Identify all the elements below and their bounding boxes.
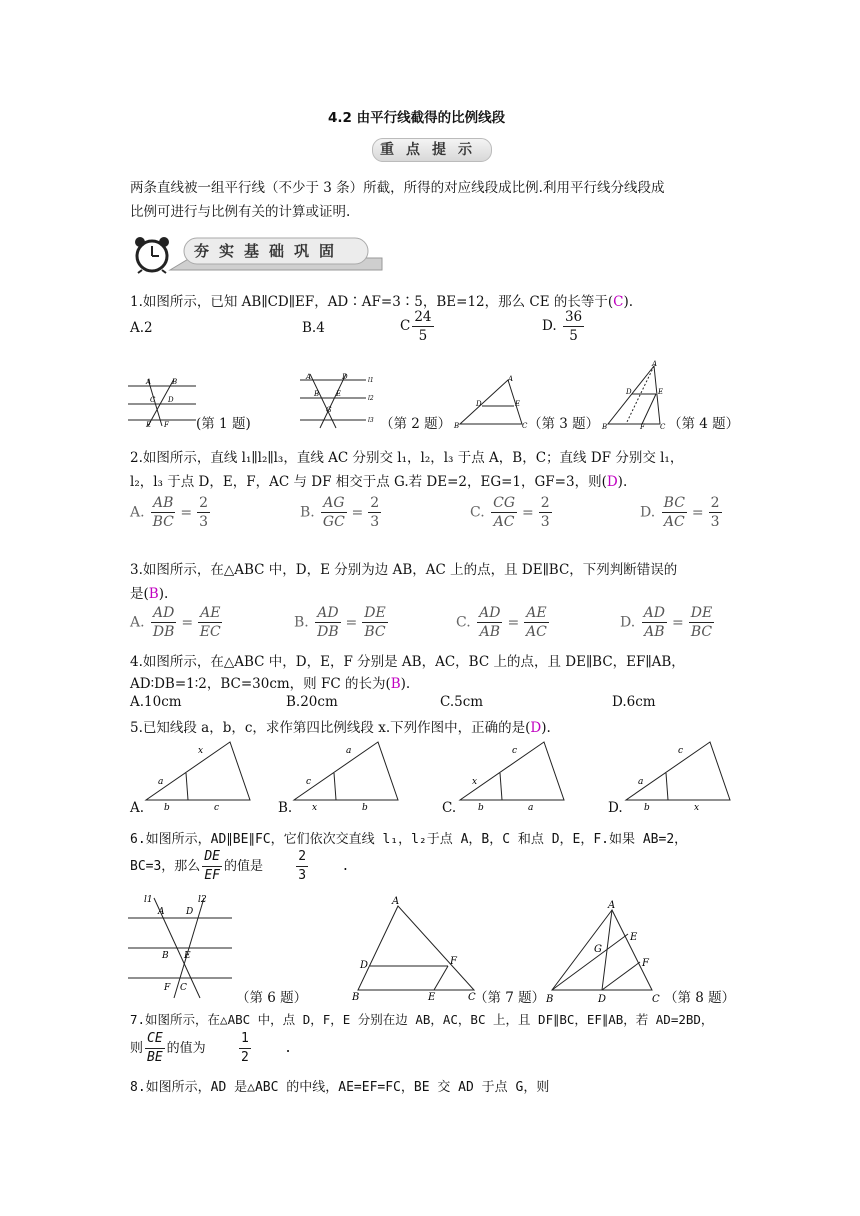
svg-text:B: B — [314, 390, 320, 398]
svg-text:c: c — [306, 777, 312, 787]
svg-text:D: D — [598, 994, 607, 1005]
svg-text:c: c — [214, 803, 220, 813]
svg-text:B: B — [454, 422, 460, 430]
svg-text:B: B — [162, 951, 169, 961]
figure-7-caption: （第 7 题） — [474, 990, 546, 1006]
q5-label-b: B. — [278, 800, 293, 816]
svg-text:E: E — [146, 421, 152, 429]
q1-opt-d: D. $\frac{36}{5}$ — [542, 309, 583, 344]
intro-line-1: 两条直线被一组平行线（不少于 3 条）所截，所得的对应线段成比例.利用平行线分线段成 — [130, 180, 665, 196]
svg-text:F: F — [164, 983, 171, 993]
intro-line-2: 比例可进行与比例有关的计算或证明. — [130, 204, 351, 220]
q3-line-1: 3.如图所示，在△ABC 中，D，E 分别为边 AB，AC 上的点，且 DE∥BC，下列判断错误的 — [130, 562, 678, 578]
key-points-banner: 重点提示 — [372, 138, 492, 162]
svg-text:F: F — [450, 956, 457, 967]
q5-figure-c — [460, 738, 564, 813]
svg-text:a: a — [638, 777, 644, 787]
q4-opt-a: A.10cm — [130, 694, 182, 710]
q6-line-2: BC=3，那么 $\frac{DE}{EF}$ 的值是 $\frac{2}{3}$ . — [130, 849, 350, 883]
q3-opt-b: B. $\frac{AD}{DB}$ = $\frac{DE}{BC}$ — [294, 605, 386, 640]
svg-text:l3: l3 — [368, 417, 374, 424]
q5-figure-a — [146, 738, 250, 813]
svg-text:x: x — [312, 803, 318, 813]
consolidate-banner-text: 夯实基础巩固 — [194, 242, 345, 260]
svg-text:A: A — [652, 360, 658, 368]
q5-text: 5.已知线段 a，b，c，求作第四比例线段 x.下列作图中，正确的是(D). — [130, 720, 551, 736]
svg-text:C: C — [150, 396, 156, 404]
q4-opt-d: D.6cm — [612, 694, 656, 710]
svg-text:E: E — [515, 400, 521, 408]
svg-text:a: a — [158, 777, 164, 787]
q3-opt-a: A. $\frac{AD}{DB}$ = $\frac{AE}{EC}$ — [130, 605, 221, 640]
svg-text:b: b — [164, 803, 170, 813]
q8-line-1: 8.如图所示，AD 是△ABC 的中线，AE=EF=FC，BE 交 AD 于点 G，则 — [130, 1080, 550, 1095]
q5-label-c: C. — [442, 800, 457, 816]
svg-text:C: C — [468, 992, 476, 1003]
svg-text:D: D — [186, 907, 194, 917]
svg-text:C: C — [180, 983, 187, 993]
svg-text:D: D — [360, 960, 369, 971]
svg-text:B: B — [546, 994, 554, 1005]
svg-text:E: E — [630, 932, 638, 943]
svg-text:C: C — [660, 423, 666, 431]
svg-text:a: a — [528, 803, 534, 813]
svg-text:B: B — [352, 992, 360, 1003]
svg-text:B: B — [172, 378, 178, 386]
svg-text:F: F — [642, 958, 649, 969]
figure-3 — [452, 376, 528, 430]
q5-figure-d — [626, 738, 730, 813]
figure-1-caption: (第 1 题) — [196, 416, 251, 432]
figure-2 — [300, 372, 378, 430]
q1-opt-a: A.2 — [130, 320, 153, 336]
q6-line-1: 6.如图所示，AD∥BE∥FC，它们依次交直线 l₁，l₂于点 A，B，C 和点 D，E，F.如果 AB=2， — [130, 832, 688, 847]
svg-text:A: A — [392, 896, 400, 907]
figure-7 — [350, 896, 480, 1004]
svg-text:b: b — [362, 803, 368, 813]
svg-text:l1: l1 — [144, 895, 153, 905]
q1-opt-c: C $\frac{24}{5}$ — [400, 309, 432, 344]
svg-text:c: c — [678, 746, 684, 756]
svg-text:c: c — [512, 746, 518, 756]
svg-text:F: F — [164, 421, 169, 429]
svg-text:b: b — [478, 803, 484, 813]
svg-text:b: b — [644, 803, 650, 813]
svg-text:E: E — [658, 388, 664, 396]
svg-text:x: x — [198, 746, 204, 756]
q1-opt-b: B.4 — [302, 320, 325, 336]
svg-text:G: G — [326, 406, 332, 414]
q4-opt-c: C.5cm — [440, 694, 484, 710]
q4-line-2: AD∶DB=1∶2，BC=30cm，则 FC 的长为(B). — [130, 676, 411, 692]
q2-opt-a: A. $\frac{AB}{BC}$ = $\frac{2}{3}$ — [130, 495, 209, 530]
q3-opt-c: C. $\frac{AD}{AB}$ = $\frac{AE}{AC}$ — [456, 605, 547, 640]
svg-text:A: A — [146, 378, 152, 386]
svg-text:G: G — [594, 944, 602, 955]
svg-text:D: D — [342, 373, 348, 381]
svg-text:F: F — [640, 423, 645, 431]
figure-3-caption: （第 3 题） — [528, 416, 600, 432]
svg-text:A: A — [306, 373, 312, 381]
svg-text:A: A — [158, 907, 165, 917]
q7-line-2: 则 $\frac{CE}{BE}$ 的值为 $\frac{1}{2}$ . — [130, 1031, 292, 1065]
page-title: 4.2 由平行线截得的比例线段 — [328, 110, 506, 126]
q4-opt-b: B.20cm — [286, 694, 338, 710]
svg-text:D: D — [168, 396, 174, 404]
svg-text:x: x — [694, 803, 700, 813]
q2-opt-c: C. $\frac{CG}{AC}$ = $\frac{2}{3}$ — [470, 495, 550, 530]
svg-text:C: C — [522, 422, 528, 430]
figure-6 — [128, 892, 234, 1000]
figure-4 — [602, 360, 670, 430]
q3-opt-d: D. $\frac{AD}{AB}$ = $\frac{DE}{BC}$ — [620, 605, 713, 640]
svg-text:A: A — [608, 900, 616, 911]
q1-text: 1.如图所示，已知 AB∥CD∥EF，AD∶AF=3∶5，BE=12，那么 CE 的长等于(C). — [130, 294, 634, 310]
svg-text:D: D — [476, 400, 482, 408]
alarm-clock-icon — [132, 234, 172, 274]
q7-line-1: 7.如图所示，在△ABC 中，点 D，F，E 分别在边 AB，AC，BC 上，且 DF∥BC，EF∥AB，若 AD=2BD， — [130, 1012, 714, 1027]
figure-8-caption: （第 8 题） — [664, 990, 736, 1006]
svg-text:D: D — [626, 388, 632, 396]
q3-line-2: 是(B). — [130, 586, 169, 602]
q4-line-1: 4.如图所示，在△ABC 中，D，E，F 分别是 AB，AC，BC 上的点，且 DE∥BC，EF∥AB， — [130, 654, 685, 670]
svg-text:l2: l2 — [368, 395, 374, 402]
figure-1 — [128, 376, 196, 428]
svg-text:a: a — [346, 746, 352, 756]
q5-label-d: D. — [608, 800, 623, 816]
figure-4-caption: （第 4 题） — [668, 416, 740, 432]
q5-figure-b — [294, 738, 398, 813]
svg-text:E: E — [336, 390, 342, 398]
figure-8 — [544, 900, 664, 1004]
svg-text:E: E — [184, 951, 191, 961]
q2-opt-d: D. $\frac{BC}{AC}$ = $\frac{2}{3}$ — [640, 495, 720, 530]
svg-text:B: B — [602, 423, 608, 431]
svg-text:l2: l2 — [198, 895, 207, 905]
figure-2-caption: （第 2 题） — [380, 416, 452, 432]
q2-opt-b: B. $\frac{AG}{GC}$ = $\frac{2}{3}$ — [300, 495, 380, 530]
svg-text:x: x — [472, 777, 478, 787]
q5-label-a: A. — [130, 800, 145, 816]
svg-text:E: E — [428, 992, 436, 1003]
q2-line-2: l₂，l₃ 于点 D，E，F，AC 与 DF 相交于点 G.若 DE=2，EG=1，GF=3，则(D). — [130, 474, 628, 490]
svg-text:l1: l1 — [368, 377, 374, 384]
svg-text:C: C — [652, 994, 660, 1005]
svg-text:A: A — [508, 375, 514, 383]
figure-6-caption: （第 6 题） — [236, 990, 308, 1006]
q2-line-1: 2.如图所示，直线 l₁∥l₂∥l₃，直线 AC 分别交 l₁，l₂，l₃ 于点 A，B，C；直线 DF 分别交 l₁， — [130, 450, 684, 466]
